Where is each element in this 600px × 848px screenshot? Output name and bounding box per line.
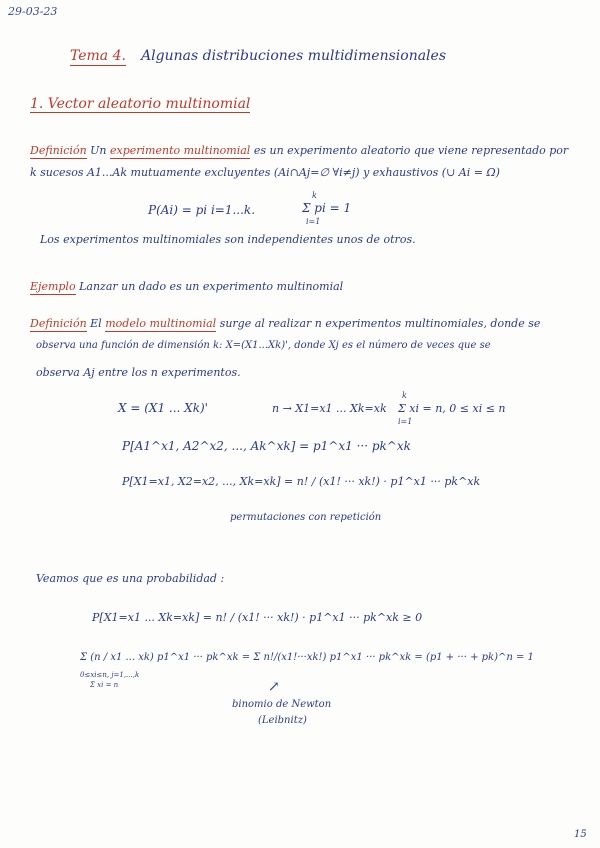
definition2-label: Definición (30, 317, 87, 330)
date-header: 29-03-23 (8, 5, 58, 18)
title-text: Algunas distribuciones multidimensionales (141, 48, 446, 64)
definition1-line1-rest: es un experimento aleatorio que viene representado por (253, 144, 569, 157)
example-text: Lanzar un dado es un experimento multinomial (79, 280, 344, 293)
title-number: Tema 4. (70, 48, 126, 64)
formula-sum: Σ xi = n, 0 ≤ xi ≤ n (398, 402, 506, 415)
definition2-line1-rest: surge al realizar n experimentos multinomiales, donde se (219, 317, 541, 330)
definition1-line1 (30, 145, 568, 156)
definition1-line2: k sucesos A1...Ak mutuamente excluyentes (Ai∩Aj=∅ ∀i≠j) y exhaustivos (∪ Ai = Ω) (30, 166, 500, 179)
formula-prob-pmf: P[X1=x1, X2=x2, ..., Xk=xk] = n! / (x1! ··· xk!) · p1^x1 ··· pk^xk (122, 475, 481, 488)
probability-sum-condition-2: Σ xi = n (90, 681, 119, 689)
probability-nonneg: P[X1=x1 ... Xk=xk] = n! / (x1! ··· xk!) · p1^x1 ··· pk^xk ≥ 0 (92, 611, 423, 624)
formula-prob-events: P[A1^x1, A2^x2, ..., Ak^xk] = p1^x1 ··· pk^xk (122, 439, 411, 453)
definition2-lead: El (90, 317, 102, 330)
definition2-line3: observa Aj entre los n experimentos. (36, 366, 241, 379)
formula-vector: X = (X1 ... Xk)' (118, 401, 208, 415)
probability-binomial-note: binomio de Newton (232, 699, 332, 710)
definition1-formula: P(Ai) = pi i=1...k. (148, 203, 256, 217)
definition2-line2: observa una función de dimensión k: X=(X1...Xk)', donde Xj es el número de veces que se (36, 340, 491, 351)
probability-sum-line: Σ (n / x1 ... xk) p1^x1 ··· pk^xk = Σ n!/(x1!···xk!) p1^x1 ··· pk^xk = (p1 + ··· + pk)^n = 1 (80, 652, 534, 663)
definition1-label: Definición (30, 144, 87, 157)
definition1-sum-upper: k (312, 191, 317, 200)
page-number: 15 (574, 829, 587, 840)
definition1-sum-formula: Σ pi = 1 (302, 201, 352, 215)
definition1-term: experimento multinomial (110, 144, 251, 157)
definition1-lead: Un (90, 144, 107, 157)
definition2-line1 (30, 318, 540, 329)
formula-arrow: n → X1=x1 ... Xk=xk (272, 402, 387, 415)
page-title (70, 45, 446, 64)
probability-arrow: ↗ (268, 679, 280, 695)
probability-intro: Veamos que es una probabilidad : (36, 572, 225, 585)
probability-binomial-note-2: (Leibnitz) (258, 715, 307, 726)
example-label: Ejemplo (30, 280, 76, 293)
probability-sum-condition-1: 0≤xi≤n, j=1,...,k (80, 671, 140, 679)
formula-note: permutaciones con repetición (230, 512, 382, 523)
formula-sum-lower: i=1 (398, 417, 413, 426)
example-line (30, 281, 343, 292)
formula-sum-upper: k (402, 391, 407, 400)
section-heading: 1. Vector aleatorio multinomial (30, 96, 251, 112)
definition2-term: modelo multinomial (105, 317, 217, 330)
definition1-sum-lower: i=1 (306, 217, 321, 226)
definition1-line3: Los experimentos multinomiales son independientes unos de otros. (40, 233, 416, 246)
